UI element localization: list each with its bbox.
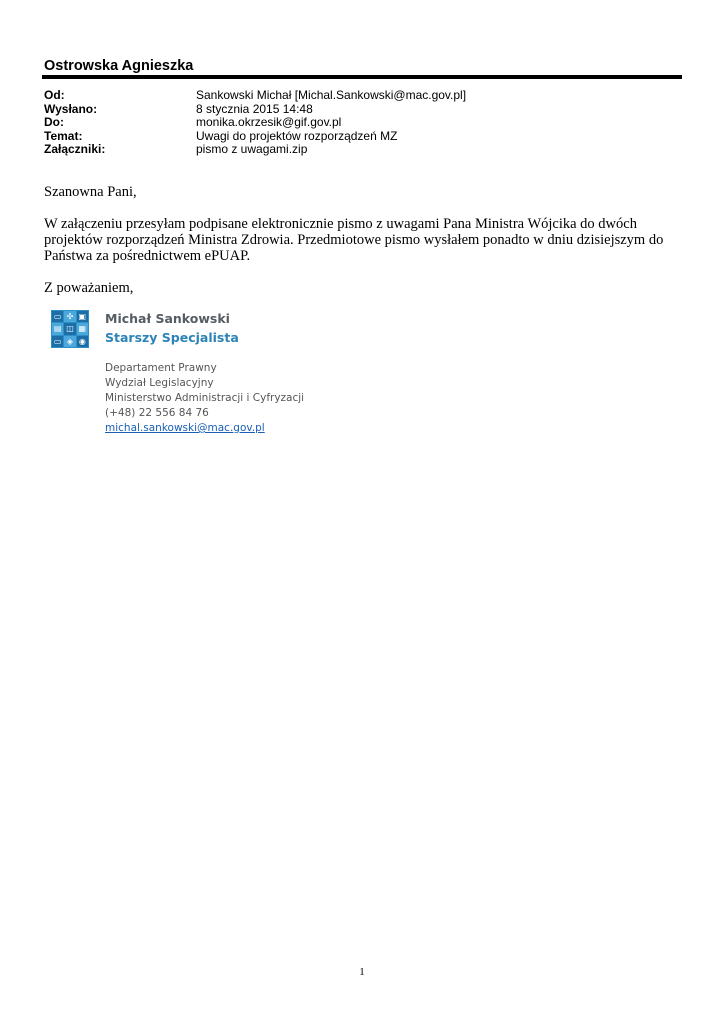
header-row-attachments [44,143,664,157]
signature-phone: (+48) 22 556 84 76 [105,407,209,419]
header-value: Sankowski Michał [Michal.Sankowski@mac.gov.pl] [196,88,467,102]
logo-tile: ✣ [64,311,75,322]
header-divider [42,75,682,79]
ministry-logo-icon [51,310,89,348]
signature-title: Starszy Specjalista [105,330,239,345]
header-value: pismo z uwagami.zip [196,142,308,156]
logo-tile: ▣ [78,312,87,322]
email-closing: Z poważaniem, [44,280,134,296]
logo-tile: ◈ [64,336,75,347]
header-row-to [44,116,664,130]
signature-division: Wydział Legislacyjny [105,377,214,389]
logo-tile: ▭ [53,312,62,322]
header-row-subject [44,130,664,144]
header-label: Załączniki: [44,142,106,156]
header-value: 8 stycznia 2015 14:48 [196,101,313,116]
logo-tile: ▭ [53,336,62,346]
signature-name: Michał Sankowski [105,311,230,326]
logo-tile: ◉ [77,336,88,347]
signature-department: Departament Prawny [105,362,217,374]
header-value: Uwagi do projektów rozporządzeń MZ [196,128,398,143]
signature-email-link[interactable]: michal.sankowski@mac.gov.pl [105,422,265,434]
header-label: Od: [44,88,65,102]
header-label: Do: [44,115,64,129]
logo-tile: ◫ [66,324,74,334]
signature-ministry: Ministerstwo Administracji i Cyfryzacji [105,392,305,404]
email-headers [44,89,664,157]
logo-tile: ▤ [53,324,62,334]
header-row-from [44,89,664,103]
header-value: monika.okrzesik@gif.gov.pl [196,115,342,129]
email-greeting: Szanowna Pani, [44,184,137,200]
header-row-sent [44,103,664,117]
header-label: Temat: [44,128,83,143]
signature-details [105,361,304,436]
page-number: 1 [359,966,365,978]
email-paragraph: W załączeniu przesyłam podpisane elektronicznie pismo z uwagami Pana Ministra Wójcika do dwóch projektów rozporządzeń Ministra Zdrowia. Przedmiotowe pismo wysłałem ponadto w dniu dzisiejszym do Państwa za pośrednictwem ePUAP. [44,216,664,264]
header-label: Wysłano: [44,101,98,116]
logo-tile: ▦ [78,324,87,334]
sender-name: Ostrowska Agnieszka [44,58,194,74]
